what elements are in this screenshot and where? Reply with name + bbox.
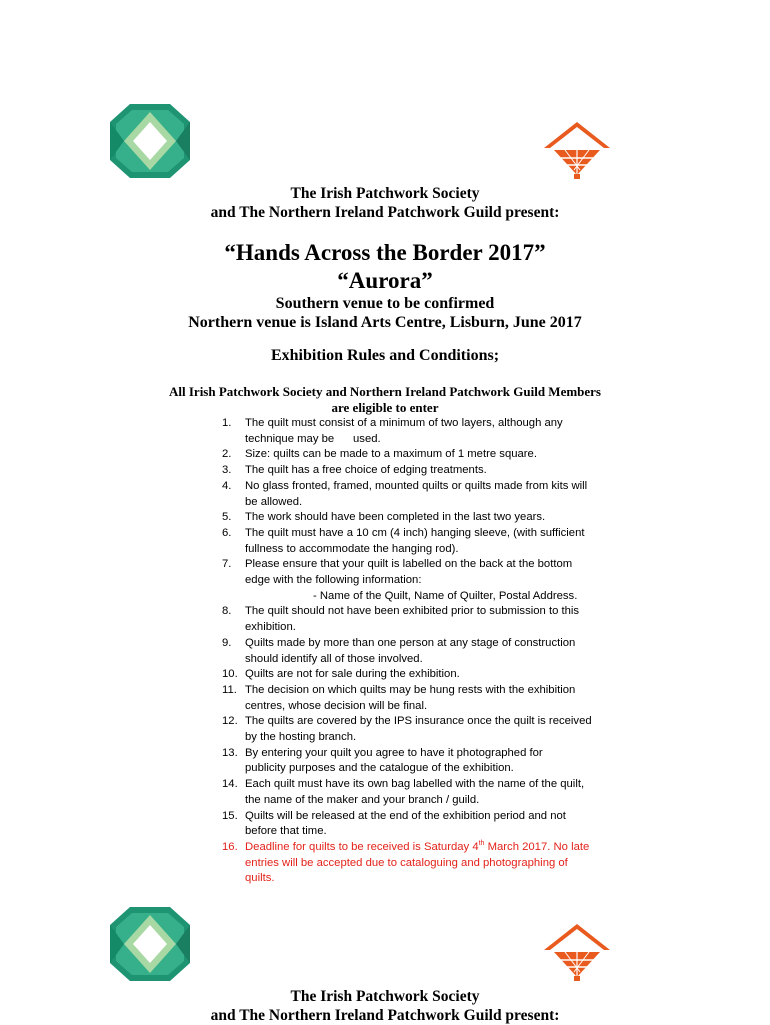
title-line-2: “Aurora”: [337, 268, 433, 293]
rule-text: The decision on which quilts may be hung rests with the exhibition: [245, 683, 576, 696]
rule-text: No glass fronted, framed, mounted quilts or quilts made from kits will: [245, 479, 588, 492]
rule-text: The quilt must have a 10 cm (4 inch) hanging sleeve, (with sufficient: [245, 526, 585, 539]
title-line-1: “Hands Across the Border 2017”: [224, 240, 546, 265]
rule-number: 2.: [222, 448, 232, 461]
rule-number: 11.: [222, 683, 237, 696]
irish-patchwork-society-logo: [110, 104, 190, 178]
rule-text: entries will be accepted due to cataloguing and photographing of: [245, 856, 568, 869]
rule-text: The quilt has a free choice of edging treatments.: [245, 464, 487, 477]
rule-text: March 2017. No late: [484, 840, 590, 853]
eligibility-note: [0, 384, 770, 416]
rule-item: [222, 809, 642, 840]
organisers-intro: [0, 184, 770, 222]
rule-number: 12.: [222, 715, 238, 728]
rule-item: [222, 447, 642, 463]
rule-text: centres, whose decision will be final.: [245, 699, 428, 712]
rule-number: 8.: [222, 605, 232, 618]
organisers-intro-footer: [0, 987, 770, 1025]
rule-text: Each quilt must have its own bag labelled with the name of the quilt,: [245, 778, 585, 791]
rule-text: the name of the maker and your branch / guild.: [245, 793, 480, 806]
rule-text: The quilt must consist of a minimum of two layers, although any: [245, 417, 563, 429]
rule-item: [222, 746, 642, 777]
rule-text: by the hosting branch.: [245, 731, 357, 744]
rule-text: fullness to accommodate the hanging rod).: [245, 542, 459, 555]
intro-line-1: The Irish Patchwork Society: [290, 988, 480, 1005]
rule-text: Size: quilts can be made to a maximum of 1 metre square.: [245, 448, 537, 461]
eligibility-line-1: All Irish Patchwork Society and Northern Ireland Patchwork Guild Members: [169, 384, 601, 399]
rule-item: [222, 557, 642, 604]
rule-number: 1.: [222, 417, 232, 429]
rule-text: before that time.: [245, 825, 327, 838]
rule-number: 13.: [222, 746, 238, 759]
rule-item: [222, 777, 642, 808]
rules-heading: Exhibition Rules and Conditions;: [270, 347, 500, 364]
rule-text: The quilts are covered by the IPS insurance once the quilt is received: [245, 715, 592, 728]
rule-text: be allowed.: [245, 495, 303, 508]
rule-item: [222, 479, 642, 510]
rule-text: technique may be used.: [245, 432, 381, 445]
rule-item: [222, 510, 642, 526]
ni-patchwork-guild-logo: [540, 922, 614, 982]
rule-number: 15.: [222, 809, 238, 822]
ordinal-suffix: th: [478, 840, 485, 848]
rule-text: quilts.: [245, 872, 275, 885]
rule-item: [222, 683, 642, 714]
rule-number: 16.: [222, 840, 238, 853]
rule-item: [222, 636, 642, 667]
rule-text: By entering your quilt you agree to have it photographed for: [245, 746, 543, 759]
ni-patchwork-guild-logo: [540, 120, 614, 180]
rule-text: publicity purposes and the catalogue of the exhibition.: [245, 762, 514, 775]
eligibility-line-2: are eligible to enter: [331, 400, 439, 415]
rule-text: The quilt should not have been exhibited prior to submission to this: [245, 605, 580, 618]
venue-info: [0, 294, 770, 332]
rule-text: Deadline for quilts to be received is Saturday 4: [245, 840, 479, 853]
rule-text: Please ensure that your quilt is labelled on the back at the bottom: [245, 558, 573, 571]
southern-venue: Southern venue to be confirmed: [275, 295, 495, 312]
rule-item: [222, 526, 642, 557]
rule-number: 7.: [222, 558, 232, 571]
rule-text: Quilts made by more than one person at any stage of construction: [245, 636, 576, 649]
rule-text: exhibition.: [245, 621, 296, 634]
rule-subline: - Name of the Quilt, Name of Quilter, Postal Address.: [313, 589, 578, 602]
northern-venue: Northern venue is Island Arts Centre, Lisburn, June 2017: [188, 314, 582, 331]
rule-text: edge with the following information:: [245, 574, 422, 587]
rule-item: [222, 463, 642, 479]
rule-item: [222, 416, 642, 447]
rule-text: The work should have been completed in the last two years.: [245, 511, 546, 524]
rule-number: 10.: [222, 668, 238, 681]
rule-number: 4.: [222, 479, 232, 492]
intro-line-2: and The Northern Ireland Patchwork Guild present:: [210, 1007, 560, 1024]
rule-item: [222, 714, 642, 745]
intro-line-1: The Irish Patchwork Society: [290, 185, 480, 202]
rule-text: Quilts will be released at the end of the exhibition period and not: [245, 809, 566, 822]
irish-patchwork-society-logo: [110, 907, 190, 981]
rule-text: should identify all of those involved.: [245, 652, 423, 665]
intro-line-2: and The Northern Ireland Patchwork Guild present:: [210, 204, 560, 221]
rule-number: 3.: [222, 464, 232, 477]
rule-text: Quilts are not for sale during the exhibition.: [245, 668, 460, 681]
exhibition-title: [0, 239, 770, 295]
deadline-rule: [222, 840, 642, 887]
rule-item: [222, 604, 642, 635]
rule-number: 9.: [222, 636, 232, 649]
rule-number: 6.: [222, 526, 232, 539]
rule-number: 5.: [222, 511, 232, 524]
rule-item: [222, 667, 642, 683]
rules-list: [222, 416, 642, 887]
rule-number: 14.: [222, 778, 238, 791]
